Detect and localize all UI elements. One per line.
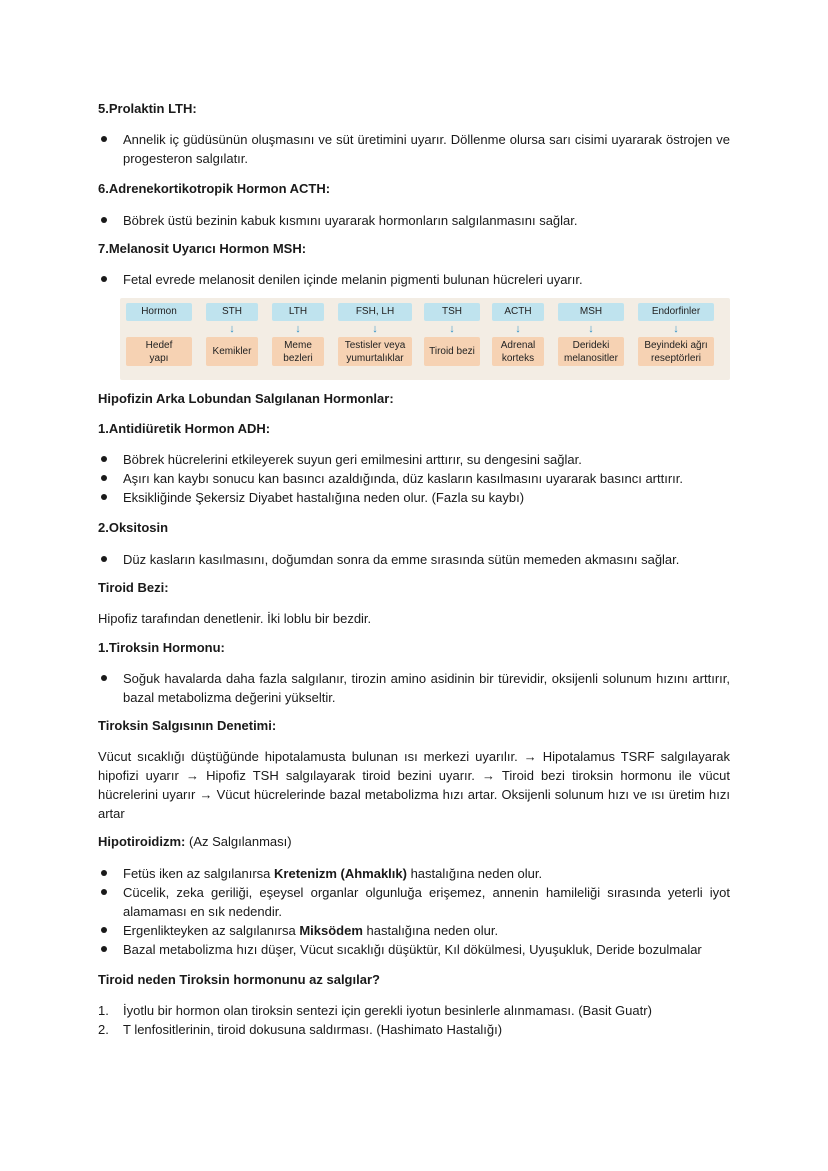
heading-prolaktin: 5.Prolaktin LTH: [98,101,197,116]
list-item: Eksikliğinde Şekersiz Diyabet hastalığına neden olur. (Fazla su kaybı) [98,488,730,507]
target-cell: Beyindeki ağrı reseptörleri [638,337,714,366]
list-item: Böbrek hücrelerini etkileyerek suyun geri emilmesini arttırır, su dengesini sağlar. [98,450,730,469]
down-arrow-icon: ↓ [295,323,301,335]
hormone-target-table [120,298,730,380]
hormone-cell: ACTH [492,303,544,321]
table-column [126,303,192,366]
hormone-cell: FSH, LH [338,303,412,321]
target-cell: Derideki melanositler [558,337,624,366]
target-cell: Hedef yapı [126,337,192,366]
hormone-cell: Hormon [126,303,192,321]
bullet-list [98,550,730,569]
heading-tiroksin-control: Tiroksin Salgısının Denetimi: [98,718,277,733]
list-item: Bazal metabolizma hızı düşer, Vücut sıcaklığı düşüktür, Kıl dökülmesi, Uyuşukluk, Deride bozulmalar [98,940,730,959]
heading-msh: 7.Melanosit Uyarıcı Hormon MSH: [98,241,307,256]
list-item: Soğuk havalarda daha fazla salgılanır, tirozin amino asidinin bir türevidir, oksijenli solunum hızını arttırır, bazal metabolizma değerini yükseltir. [98,669,730,707]
bullet-list [98,211,730,230]
bullet-icon [101,556,107,562]
bullet-icon [101,675,107,681]
bullet-icon [101,217,107,223]
target-cell: Testisler veya yumurtalıklar [338,337,412,366]
bullet-icon [101,946,107,952]
list-item: 2. T lenfositlerinin, tiroid dokusuna saldırması. (Hashimato Hastalığı) [98,1022,503,1037]
target-cell: Meme bezleri [272,337,324,366]
list-item: Düz kasların kasılmasını, doğumdan sonra da emme sırasında sütün memeden akmasını sağlar. [98,550,730,569]
down-arrow-icon [126,321,192,337]
hormone-cell: Endorfinler [638,303,714,321]
list-item: Fetal evrede melanosit denilen içinde melanin pigmenti bulunan hücreleri uyarır. [98,270,730,289]
heading-tiroid: Tiroid Bezi: [98,580,169,595]
section-tiroksin-control [98,717,730,823]
list-item: Cücelik, zeka geriliği, eşeysel organlar olgunluğa erişemez, annenin hamileliği sırasında yeterli iyot alamaması en sık nedendir. [98,883,730,921]
down-arrow-icon: ↓ [372,323,378,335]
hormone-cell: MSH [558,303,624,321]
heading-adh: 1.Antidiüretik Hormon ADH: [98,421,271,436]
section-acth [98,180,730,230]
bullet-icon [101,276,107,282]
table-column [206,303,258,366]
section-posterior-lobe [98,390,730,408]
down-arrow-icon: ↓ [673,323,679,335]
paragraph: Hipofiz tarafından denetlenir. İki loblu bir bezdir. [98,611,372,626]
section-oksitosin [98,519,730,569]
down-arrow-icon: ↓ [515,323,521,335]
hormone-cell: TSH [424,303,480,321]
target-cell: Kemikler [206,337,258,366]
list-item: Ergenlikteyken az salgılanırsa Miksödem hastalığına neden olur. [98,921,730,940]
numbered-list [98,1001,730,1039]
heading-oksitosin: 2.Oksitosin [98,520,169,535]
target-cell: Adrenal korteks [492,337,544,366]
bullet-list [98,130,730,168]
bullet-icon [101,136,107,142]
bullet-icon [101,927,107,933]
section-tiroid-why [98,971,730,1039]
section-hipotiroidizm [98,833,730,959]
section-prolaktin [98,100,730,168]
bullet-list [98,669,730,707]
list-item: Aşırı kan kaybı sonucu kan basıncı azaldığında, düz kasların kasılmasını uyararak basıncı arttırır. [98,469,730,488]
heading-tiroid-why: Tiroid neden Tiroksin hormonunu az salgılar? [98,972,380,987]
table-column [272,303,324,366]
bullet-icon [101,456,107,462]
bullet-icon [101,494,107,500]
paragraph: Vücut sıcaklığı düştüğünde hipotalamusta bulunan ısı merkezi uyarılır. → Hipotalamus TSRF salgılayarak hipofizi uyarır → Hipofiz TSH salgılayarak tiroid bezini uyarır. → Tiroid bezi tiroksin hormonu ile vücut hücrelerini uyarır → Vücut hücrelerinde bazal metabolizma hızı artar. Oksijenli solunum hızı ve ısı üretim hızı artar [98,749,730,821]
target-cell: Tiroid bezi [424,337,480,366]
list-item: Fetüs iken az salgılanırsa Kretenizm (Ahmaklık) hastalığına neden olur. [98,864,730,883]
list-item: Böbrek üstü bezinin kabuk kısmını uyararak hormonların salgılanmasını sağlar. [98,211,730,230]
section-tiroid [98,579,730,628]
table-column [492,303,544,366]
bullet-list [98,864,730,959]
heading-posterior-lobe: Hipofizin Arka Lobundan Salgılanan Hormonlar: [98,391,394,406]
bullet-icon [101,475,107,481]
list-item: Annelik iç güdüsünün oluşmasını ve süt üretimini uyarır. Döllenme olursa sarı cisimi uyararak östrojen ve progesteron salgılatır. [98,130,730,168]
bullet-list [98,450,730,507]
hormone-cell: LTH [272,303,324,321]
heading-tiroksin: 1.Tiroksin Hormonu: [98,640,225,655]
table-column [338,303,412,366]
heading-acth: 6.Adrenekortikotropik Hormon ACTH: [98,181,331,196]
list-item: 1. İyotlu bir hormon olan tiroksin sentezi için gerekli iyotun besinlerle alınmaması. (Basit Guatr) [98,1003,652,1018]
bullet-list [98,270,730,289]
bullet-icon [101,870,107,876]
table-column [424,303,480,366]
down-arrow-icon: ↓ [229,323,235,335]
section-tiroksin [98,639,730,707]
bullet-icon [101,889,107,895]
table-column [558,303,624,366]
heading-hipotiroidizm: Hipotiroidizm: (Az Salgılanması) [98,834,292,849]
section-msh [98,240,730,289]
section-adh [98,420,730,507]
hormone-cell: STH [206,303,258,321]
down-arrow-icon: ↓ [588,323,594,335]
table-column [638,303,714,366]
down-arrow-icon: ↓ [449,323,455,335]
